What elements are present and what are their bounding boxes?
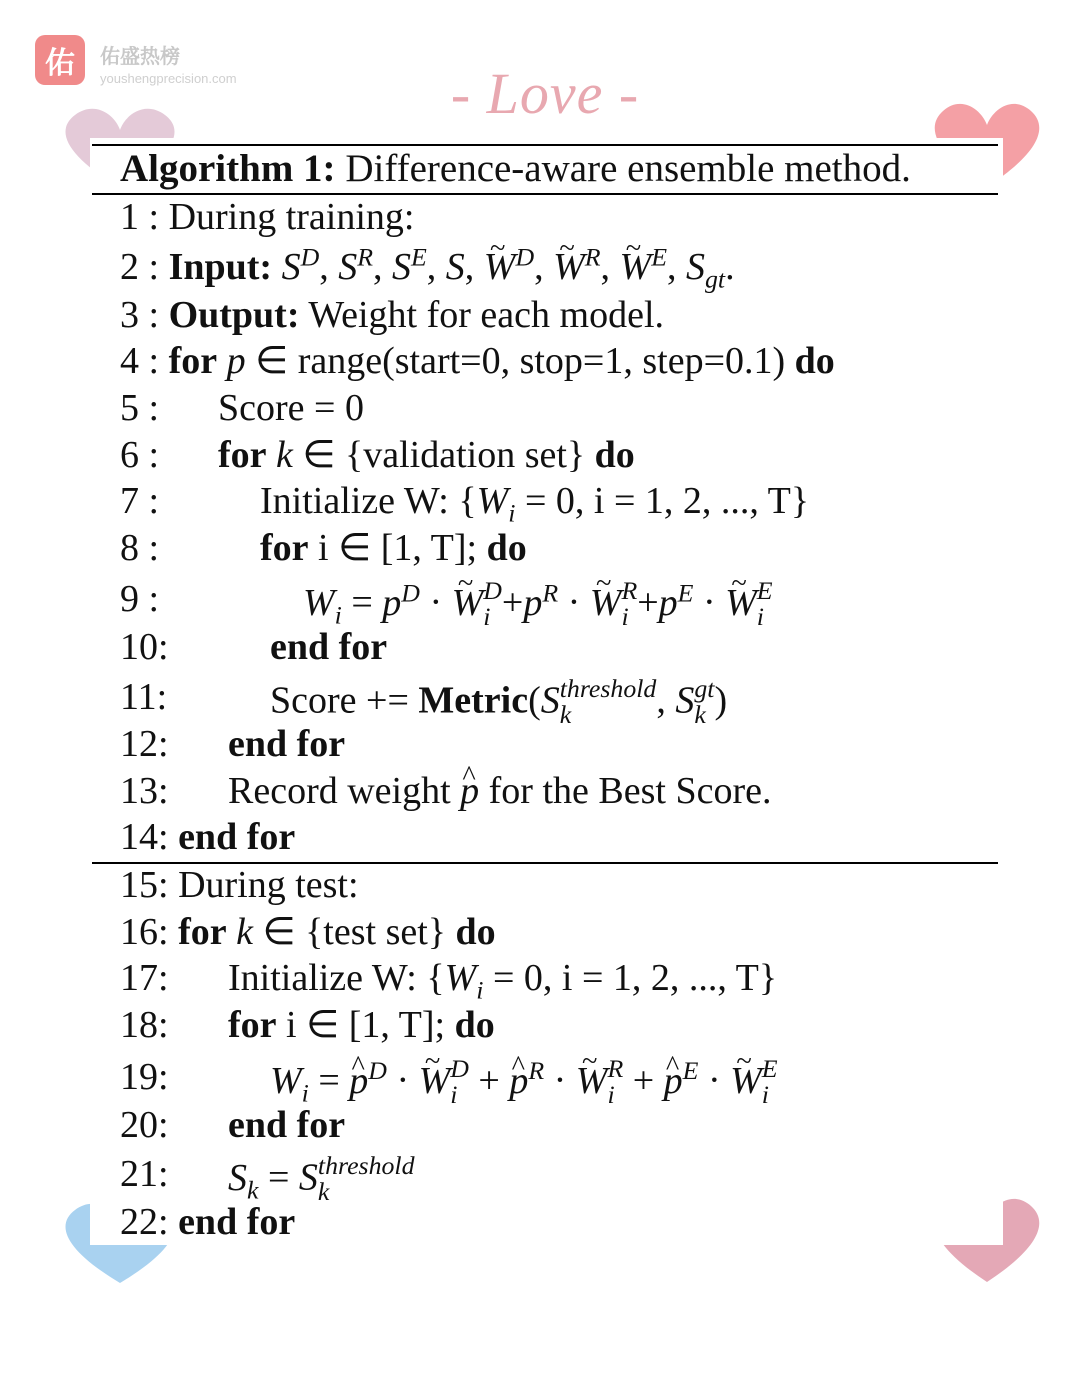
algo-line-11-body: Score += Metric(S threshold k , S gt k ) <box>270 674 728 729</box>
algo-line-20: 20: <box>120 1104 169 1146</box>
header-rule <box>92 193 998 195</box>
algo-line-15: 15: During test: <box>120 864 359 906</box>
algo-line-19: 19: <box>120 1056 169 1098</box>
algo-line-8: 8 : <box>120 527 160 569</box>
algo-line-1: 1 : During training: <box>120 196 415 238</box>
algo-line-12: 12: <box>120 723 169 765</box>
algorithm-title-label: Algorithm 1: <box>120 147 336 190</box>
algo-line-21-body: $S_k = S$ threshold k <box>228 1151 415 1206</box>
algo-line-4: 4 : for p ∈ range(start=0, stop=1, step=0.1) do <box>120 340 835 382</box>
algo-line-8-body: for i ∈ [1, T]; do <box>260 527 527 569</box>
algo-line-16: 16: for k ∈ {test set} do <box>120 911 496 953</box>
algo-line-5-body: Score = 0 <box>218 387 364 429</box>
algo-line-2: 2 : Input: $S^D$, $S^R$, $S^E$, S, ~ $W^D$, ~ $W^R$, ~ $W^E$, $S_{gt}$. <box>120 248 735 286</box>
algo-line-7-body: Initialize W: {$W_i = 0$, i = 1, 2, ..., T} <box>260 480 810 528</box>
algorithm-title <box>120 146 911 191</box>
algo-line-13: 13: <box>120 770 169 812</box>
algo-line-20-body: end for <box>228 1104 346 1146</box>
algo-line-14: 14: end for <box>120 816 296 858</box>
algo-line-10: 10: <box>120 626 169 668</box>
algo-line-6: 6 : <box>120 434 160 476</box>
algo-line-6-body: for k ∈ {validation set} do <box>218 434 635 476</box>
watermark-logo-icon: 佑 <box>35 35 85 85</box>
algo-line-5: 5 : <box>120 387 160 429</box>
algo-line-18: 18: <box>120 1004 169 1046</box>
watermark-name: 佑盛热榜 <box>100 44 180 68</box>
love-banner: - Love - <box>450 61 640 126</box>
algo-line-22: 22: end for <box>120 1201 296 1243</box>
algo-line-11: 11: <box>120 676 168 718</box>
algo-line-10-body: end for <box>270 626 388 668</box>
algo-line-21: 21: <box>120 1153 169 1195</box>
algo-line-17-body: Initialize W: {$W_i = 0$, i = 1, 2, ..., T} <box>228 957 778 1005</box>
algo-line-3: 3 : Output: Weight for each model. <box>120 294 665 336</box>
algo-line-9-body: $W_i = p^D$ · ~ W D i $+p^R$ · ~ W R i $+p^E$ · ~ W E i <box>303 580 773 632</box>
algo-line-18-body: for i ∈ [1, T]; do <box>228 1004 495 1046</box>
algo-line-17: 17: <box>120 957 169 999</box>
algo-line-7: 7 : <box>120 480 160 522</box>
algo-line-13-body: Record weight ^ p for the Best Score. <box>228 772 771 810</box>
algo-line-19-body: $W_i$ = ^ $p^D$ · ~ W D i + ^ $p^R$ · ~ W R i + ^ $p^E$ · ~ W E i <box>270 1058 778 1110</box>
watermark-url: youshengprecision.com <box>100 71 237 86</box>
algorithm-title-text: Difference-aware ensemble method. <box>345 147 911 190</box>
algo-line-12-body: end for <box>228 723 346 765</box>
algo-line-9: 9 : <box>120 578 160 620</box>
